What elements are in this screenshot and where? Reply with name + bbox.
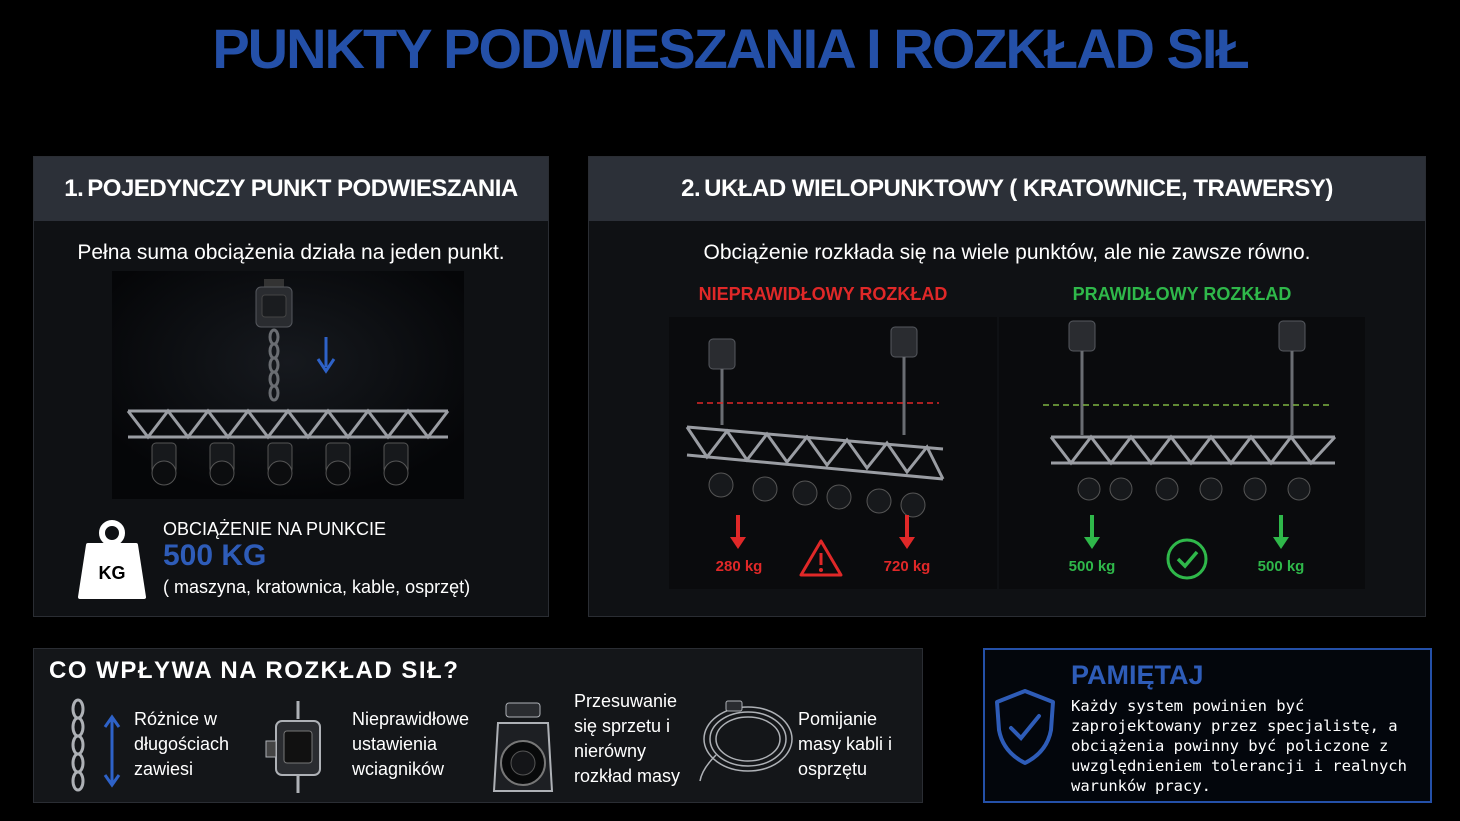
factor-line: się sprzetu i (574, 716, 671, 736)
chain-length-icon (66, 697, 126, 797)
panel-subtitle: Obciążenie rozkłada się na wiele punktów, ale nie zawsze równo. (703, 241, 1311, 264)
shield-check-icon (993, 688, 1057, 766)
panel-subtitle: Pełna suma obciążenia działa na jeden punkt. (77, 241, 505, 264)
cable-icon (696, 695, 796, 785)
remember-title: PAMIĘTAJ (1071, 660, 1204, 690)
factor-line: długościach (134, 734, 230, 754)
truss-single-illustration (112, 271, 464, 499)
weight-icon (78, 519, 146, 601)
panel-number: 1. (64, 175, 84, 202)
hoist-icon (262, 697, 334, 797)
factors-title: CO WPŁYWA NA ROZKŁAD SIŁ? (49, 657, 460, 684)
single-point-header (34, 157, 548, 221)
load-label: OBCIĄŻENIE NA PUNKCIE (163, 519, 387, 539)
wrong-right-load: 720 kg (883, 558, 931, 575)
right-left-load: 500 kg (1068, 558, 1116, 575)
right-distribution-label: PRAWIDŁOWY ROZKŁAD (1072, 284, 1292, 304)
weight-icon-label: KG (98, 563, 126, 583)
remember-text: Każdy system powinien być zaprojektowany przez specjalistę, a obciążenia powinny być policzone z uwzględnieniem tolerancji i realnych warunków pracy. (1071, 697, 1407, 795)
wrong-distribution-label: NIEPRAWIDŁOWY ROZKŁAD (698, 284, 948, 304)
page-title: PUNKTY PODWIESZANIA I ROZKŁAD SIŁ (212, 17, 1248, 80)
remember-box (983, 648, 1432, 803)
spotlight-icon (490, 701, 556, 797)
factor-text-chains (134, 707, 229, 782)
load-value: 500 KG (163, 539, 267, 572)
factor-line: wciagników (352, 759, 445, 779)
factor-line: masy kabli i (798, 734, 893, 754)
factor-line: rozkład masy (574, 766, 681, 786)
factor-text-cables (798, 707, 892, 782)
factor-line: Różnice w (134, 709, 218, 729)
panel-heading: UKŁAD WIELOPUNKTOWY ( KRATOWNICE, TRAWERSY) (704, 175, 1333, 202)
single-point-photo (112, 271, 464, 499)
factor-line: Pomijanie (798, 709, 878, 729)
factor-line: zawiesi (134, 759, 194, 779)
load-note: ( maszyna, kratownica, kable, osprzęt) (163, 577, 471, 597)
multi-point-panel (588, 156, 1426, 617)
factor-text-hoists (352, 707, 469, 782)
wrong-distribution-photo (669, 317, 997, 589)
factor-line: nierówny (574, 741, 647, 761)
wrong-left-load: 280 kg (715, 558, 763, 575)
panel-heading: POJEDYNCZY PUNKT PODWIESZANIA (87, 175, 518, 202)
factor-line: Nieprawidłowe (352, 709, 470, 729)
single-point-panel (33, 156, 549, 617)
factor-line: ustawienia (352, 734, 438, 754)
factor-text-equipment (574, 689, 680, 789)
multi-point-header (589, 157, 1425, 221)
factors-panel (33, 648, 923, 803)
right-distribution-photo (999, 317, 1365, 589)
right-right-load: 500 kg (1257, 558, 1305, 575)
factor-line: osprzętu (798, 759, 868, 779)
panel-number: 2. (681, 175, 701, 202)
factor-line: Przesuwanie (574, 691, 678, 711)
